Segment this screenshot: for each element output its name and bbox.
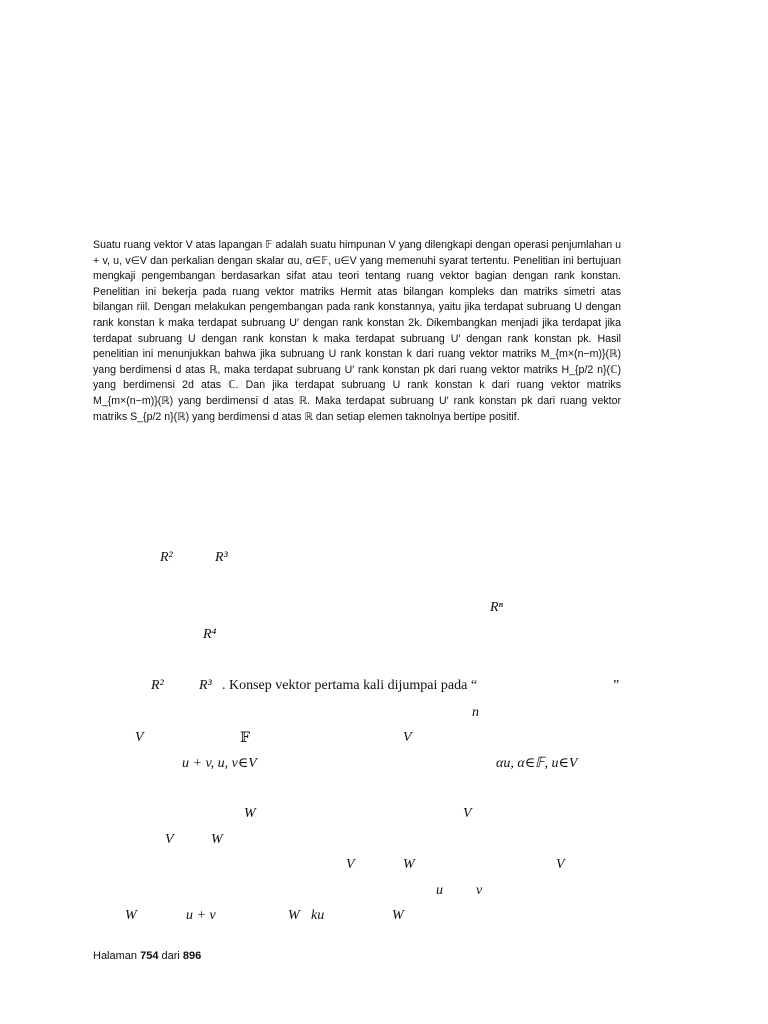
math-r2-line: R²: [151, 678, 164, 693]
math-v: V: [135, 730, 144, 745]
footer-prefix: Halaman: [93, 950, 141, 962]
math-v: V: [463, 806, 472, 821]
math-n: n: [472, 705, 479, 720]
total-pages: 896: [182, 950, 202, 962]
math-v: V: [556, 857, 565, 872]
math-v: V: [346, 857, 355, 872]
konsep-sentence: . Konsep vektor pertama kali dijumpai pada “: [222, 678, 478, 693]
page-footer: [93, 950, 201, 962]
math-r2: R²: [160, 550, 173, 565]
math-w: W: [392, 908, 404, 923]
abstract-paragraph: [93, 238, 621, 425]
math-w: W: [211, 832, 223, 847]
math-w: W: [288, 908, 300, 923]
math-r3-line: R³: [199, 678, 212, 693]
math-field-f: 𝔽: [240, 731, 250, 746]
abstract-text: Suatu ruang vektor V atas lapangan 𝔽 adalah suatu himpunan V yang dilengkapi dengan operasi penjumlahan u + v, u, v∈V dan perkalian dengan skalar αu, α∈𝔽, u∈V yang memenuhi syarat tertentu. Penelitian ini bertujuan mengkaji pengembangan berdasarkan sifat atau teori tentang ruang vektor bagian dengan rank konstan. Penelitian ini bekerja pada ruang vektor matriks Hermit atas bilangan kompleks dan matriks simetri atas bilangan riil. Dengan melakukan pengembangan pada rank konstannya, yaitu jika terdapat subruang U dengan rank konstan k maka terdapat subruang U′ dengan rank konstan 2k. Dikembangkan menjadi jika terdapat jika terdapat subruang U dengan rank konstan k maka terdapat subruang U′ dengan rank konstan pk. Hasil penelitian ini menunjukkan bahwa jika subruang U rank konstan k dari ruang vektor matriks M_{m×(n−m)}(ℝ) yang berdimensi d atas ℝ, maka terdapat subruang U′ rank konstan pk dari ruang vektor matriks H_{p/2 n}(ℂ) yang berdimensi 2d atas ℂ. Dan jika terdapat subruang U rank konstan k dari ruang vektor matriks M_{m×(n−m)}(ℝ) yang berdimensi d atas ℝ. Maka terdapat subruang U′ rank konstan pk dari ruang vektor matriks S_{p/2 n}(ℝ) yang berdimensi d atas ℝ dan setiap elemen taknolnya bertipe positif.: [93, 239, 621, 423]
math-u: u: [436, 883, 443, 898]
footer-middle: dari: [158, 950, 183, 962]
math-v: v: [476, 883, 483, 898]
math-r4: R⁴: [203, 627, 217, 642]
math-u-plus-v: u + v: [186, 908, 216, 923]
math-ku: ku: [311, 908, 325, 923]
math-rn: Rⁿ: [490, 600, 503, 615]
math-sum-expression: u + v, u, v∈V: [182, 756, 257, 771]
current-page-number: 754: [140, 950, 159, 962]
math-scalar-expression: αu, α∈𝔽, u∈V: [496, 756, 578, 771]
math-v: V: [165, 832, 174, 847]
math-w: W: [125, 908, 137, 923]
math-r3: R³: [215, 550, 228, 565]
closing-quote: ”: [613, 678, 620, 693]
math-w: W: [244, 806, 256, 821]
math-w: W: [403, 857, 415, 872]
math-v: V: [403, 730, 412, 745]
